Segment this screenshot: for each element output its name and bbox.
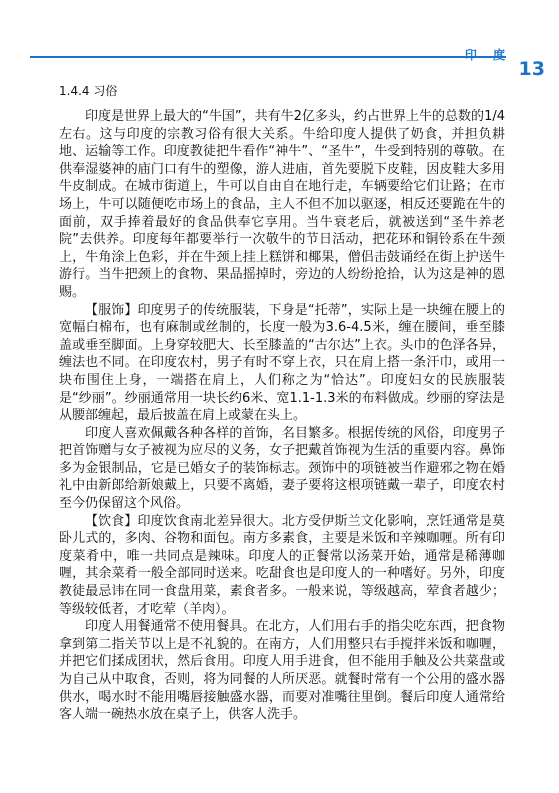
page-body: [59, 82, 505, 724]
paragraph-jewelry: 印度人喜欢佩戴各种各样的首饰，名目繁多。根据传统的风俗，印度男子把首饰赠与女子被视为应尽的义务，女子把戴首饰视为生活的重要内容。鼻饰多为金银制品，它是已婚女子的装饰标志。颈饰中的项链被当作避邪之物在婚礼中由新郎给新娘戴上，只要不离婚，妻子要将这根项链戴一辈子，印度农村至今仍保留这个风俗。: [59, 425, 505, 512]
paragraph-cattle: 印度是世界上最大的“牛国”，共有牛2亿多头，约占世界上牛的总数的1/4左右。这与印度的宗教习俗有很大关系。牛给印度人提供了奶食，并担负耕地、运输等工作。印度教徒把牛看作“神牛”、“圣牛”，牛受到特别的尊敬。在供奉湿婆神的庙门口有牛的塑像，游人进庙，首先要脱下皮鞋，因皮鞋大多用牛皮制成。在城市街道上，牛可以自由自在地行走，车辆要给它们让路；在市场上，牛可以随便吃市场上的食品，主人不但不加以驱逐，相反还要跪在牛的面前，双手捧着最好的食品供奉它享用。当牛衰老后，就被送到“圣牛养老院”去供养。印度每年都要举行一次敬牛的节日活动，把花环和铜铃系在牛颈上，牛角涂上色彩，并在牛颈上挂上糕饼和椰果，僧侣击鼓诵经在街上护送牛游行。当牛把颈上的食物、果品摇掉时，旁边的人纷纷抢拾，认为这是神的恩赐。: [59, 109, 505, 300]
page-number: 13: [518, 58, 545, 80]
paragraph-diet: 【饮食】印度饮食南北差异很大。北方受伊斯兰文化影响，烹饪通常是莫卧儿式的，多肉、谷物和面包。南方多素食，主要是米饭和辛辣咖喱。所有印度菜肴中，唯一共同点是辣味。印度人的正餐常以汤菜开始，通常是稀薄咖喱，其余菜肴一般全部同时送来。吃甜食也是印度人的一种嗜好。另外，印度教徒最忌讳在同一食盘用菜，素食者多。一般来说，等级越高，荤食者越少；等级较低者，才吃荤（羊肉）。: [59, 513, 505, 617]
paragraph-clothing: 【服饰】印度男子的传统服装，下身是“托蒂”，实际上是一块缠在腰上的宽幅白棉布，也有麻制或丝制的，长度一般为3.6-4.5米，缠在腰间，垂至膝盖或垂至脚面。上身穿较肥大、长至膝盖的“古尔达”上衣。头巾的色泽各异，缠法也不同。在印度农村，男子有时不穿上衣，只在肩上搭一条汗巾，或用一块布围住上身，一端搭在肩上，人们称之为“恰达”。印度妇女的民族服装是“纱丽”。纱丽通常用一块长约6米、宽1.1-1.3米的布料做成。纱丽的穿法是从腰部缠起，最后披盖在肩上或蒙在头上。: [59, 302, 505, 424]
section-heading: 1.4.4 习俗: [59, 84, 118, 98]
paragraph-eating-manners: 印度人用餐通常不使用餐具。在北方，人们用右手的指尖吃东西，把食物拿到第二指关节以上是不礼貌的。在南方，人们用整只右手搅拌米饭和咖喱，并把它们揉成团状，然后食用。印度人用手进食，但不能用手触及公共菜盘或为自己从中取食，否则，将为同餐的人所厌恶。就餐时常有一个公用的盛水器供水，喝水时不能用嘴唇接触盛水器，而要对准嘴往里倒。餐后印度人通常给客人端一碗热水放在桌子上，供客人洗手。: [59, 619, 505, 723]
chapter-title: 印 度: [464, 48, 511, 62]
header-rule: [30, 56, 506, 58]
